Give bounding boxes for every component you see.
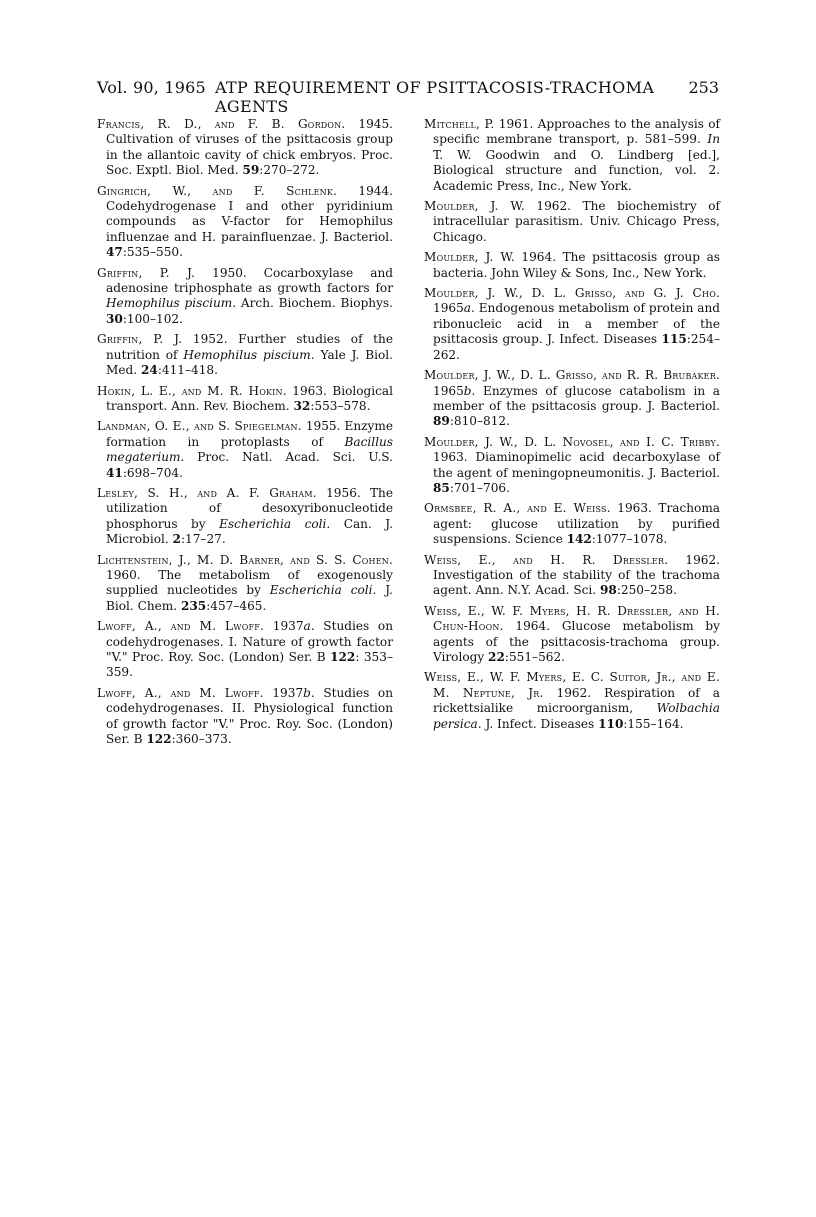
journal-volume: Vol. 90, 1965 (97, 78, 206, 97)
reference-entry: Griffin, P. J. 1952. Further studies of the nutrition of Hemophilus piscium. Yale J. Biol. Med. 24:411–418. (97, 332, 393, 378)
reference-entry: Moulder, J. W., D. L. Grisso, and R. R. Brubaker. 1965b. Enzymes of glucose catabolism in a member of the psittacosis group. J. Bacteriol. 89:810–812. (424, 368, 720, 429)
reference-entry: Landman, O. E., and S. Spiegelman. 1955. Enzyme formation in protoplasts of Bacillus megaterium. Proc. Natl. Acad. Sci. U.S. 41:698–704. (97, 419, 393, 480)
references-right-column (424, 117, 720, 737)
reference-entry: Hokin, L. E., and M. R. Hokin. 1963. Biological transport. Ann. Rev. Biochem. 32:553–578. (97, 383, 393, 413)
reference-entry: Moulder, J. W., D. L. Grisso, and G. J. Cho. 1965a. Endogenous metabolism of protein and ribonucleic acid in a member of the psittacosis group. J. Infect. Diseases 115:254–262. (424, 286, 720, 362)
reference-entry: Weiss, E., and H. R. Dressler. 1962. Investigation of the stability of the trachoma agent. Ann. N.Y. Acad. Sci. 98:250–258. (424, 552, 721, 598)
reference-entry: Lwoff, A., and M. Lwoff. 1937a. Studies on codehydrogenases. I. Nature of growth factor "V." Proc. Roy. Soc. (London) Ser. B 122: 353–359. (97, 619, 394, 680)
reference-entry: Lwoff, A., and M. Lwoff. 1937b. Studies on codehydrogenases. II. Physiological function of growth factor "V." Proc. Roy. Soc. (London) Ser. B 122:360–373. (97, 685, 393, 747)
running-header (97, 78, 719, 116)
reference-entry: Francis, R. D., and F. B. Gordon. 1945. Cultivation of viruses of the psittacosis group in the allantoic cavity of chick embryos. Proc. Soc. Exptl. Biol. Med. 59:270–272. (97, 117, 394, 178)
references-left-column (97, 117, 393, 752)
reference-entry: Weiss, E., W. F. Myers, H. R. Dressler, and H. Chun-Hoon. 1964. Glucose metabolism by agents of the psittacosis-trachoma group. Virology 22:551–562. (424, 603, 720, 664)
running-title: ATP REQUIREMENT OF PSITTACOSIS-TRACHOMA AGENTS (215, 78, 655, 116)
reference-entry: Gingrich, W., and F. Schlenk. 1944. Codehydrogenase I and other pyridinium compounds as V-factor for Hemophilus influenzae and H. parainfluenzae. J. Bacteriol. 47:535–550. (97, 183, 393, 260)
reference-entry: Lesley, S. H., and A. F. Graham. 1956. The utilization of desoxyribonucleotide phosphorus by Escherichia coli. Can. J. Microbiol. 2:17–27. (97, 485, 393, 547)
reference-entry: Ormsbee, R. A., and E. Weiss. 1963. Trachoma agent: glucose utilization by purified suspensions. Science 142:1077–1078. (424, 501, 720, 547)
reference-entry: Griffin, P. J. 1950. Cocarboxylase and adenosine triphosphate as growth factors for Hemophilus piscium. Arch. Biochem. Biophys. 30:100–102. (97, 265, 393, 326)
page-number: 253 (688, 78, 719, 97)
reference-entry: Moulder, J. W. 1962. The biochemistry of intracellular parasitism. Univ. Chicago Press, Chicago. (424, 199, 720, 244)
reference-entry: Lichtenstein, J., M. D. Barner, and S. S. Cohen. 1960. The metabolism of exogenously supplied nucleotides by Escherichia coli. J. Biol. Chem. 235:457–465. (97, 552, 393, 613)
reference-entry: Mitchell, P. 1961. Approaches to the analysis of specific membrane transport, p. 581–599. In T. W. Goodwin and O. Lindberg [ed.], Biological structure and function, vol. 2. Academic Press, Inc., New York. (424, 117, 720, 193)
reference-entry: Moulder, J. W. 1964. The psittacosis group as bacteria. John Wiley & Sons, Inc., New York. (424, 250, 720, 280)
reference-entry: Moulder, J. W., D. L. Novosel, and I. C. Tribby. 1963. Diaminopimelic acid decarboxylase of the agent of meningopneumonitis. J. Bacteriol. 85:701–706. (424, 434, 720, 495)
reference-entry: Weiss, E., W. F. Myers, E. C. Suitor, Jr., and E. M. Neptune, Jr. 1962. Respiration of a rickettsialike microorganism, Wolbachia persica. J. Infect. Diseases 110:155–164. (424, 670, 721, 731)
